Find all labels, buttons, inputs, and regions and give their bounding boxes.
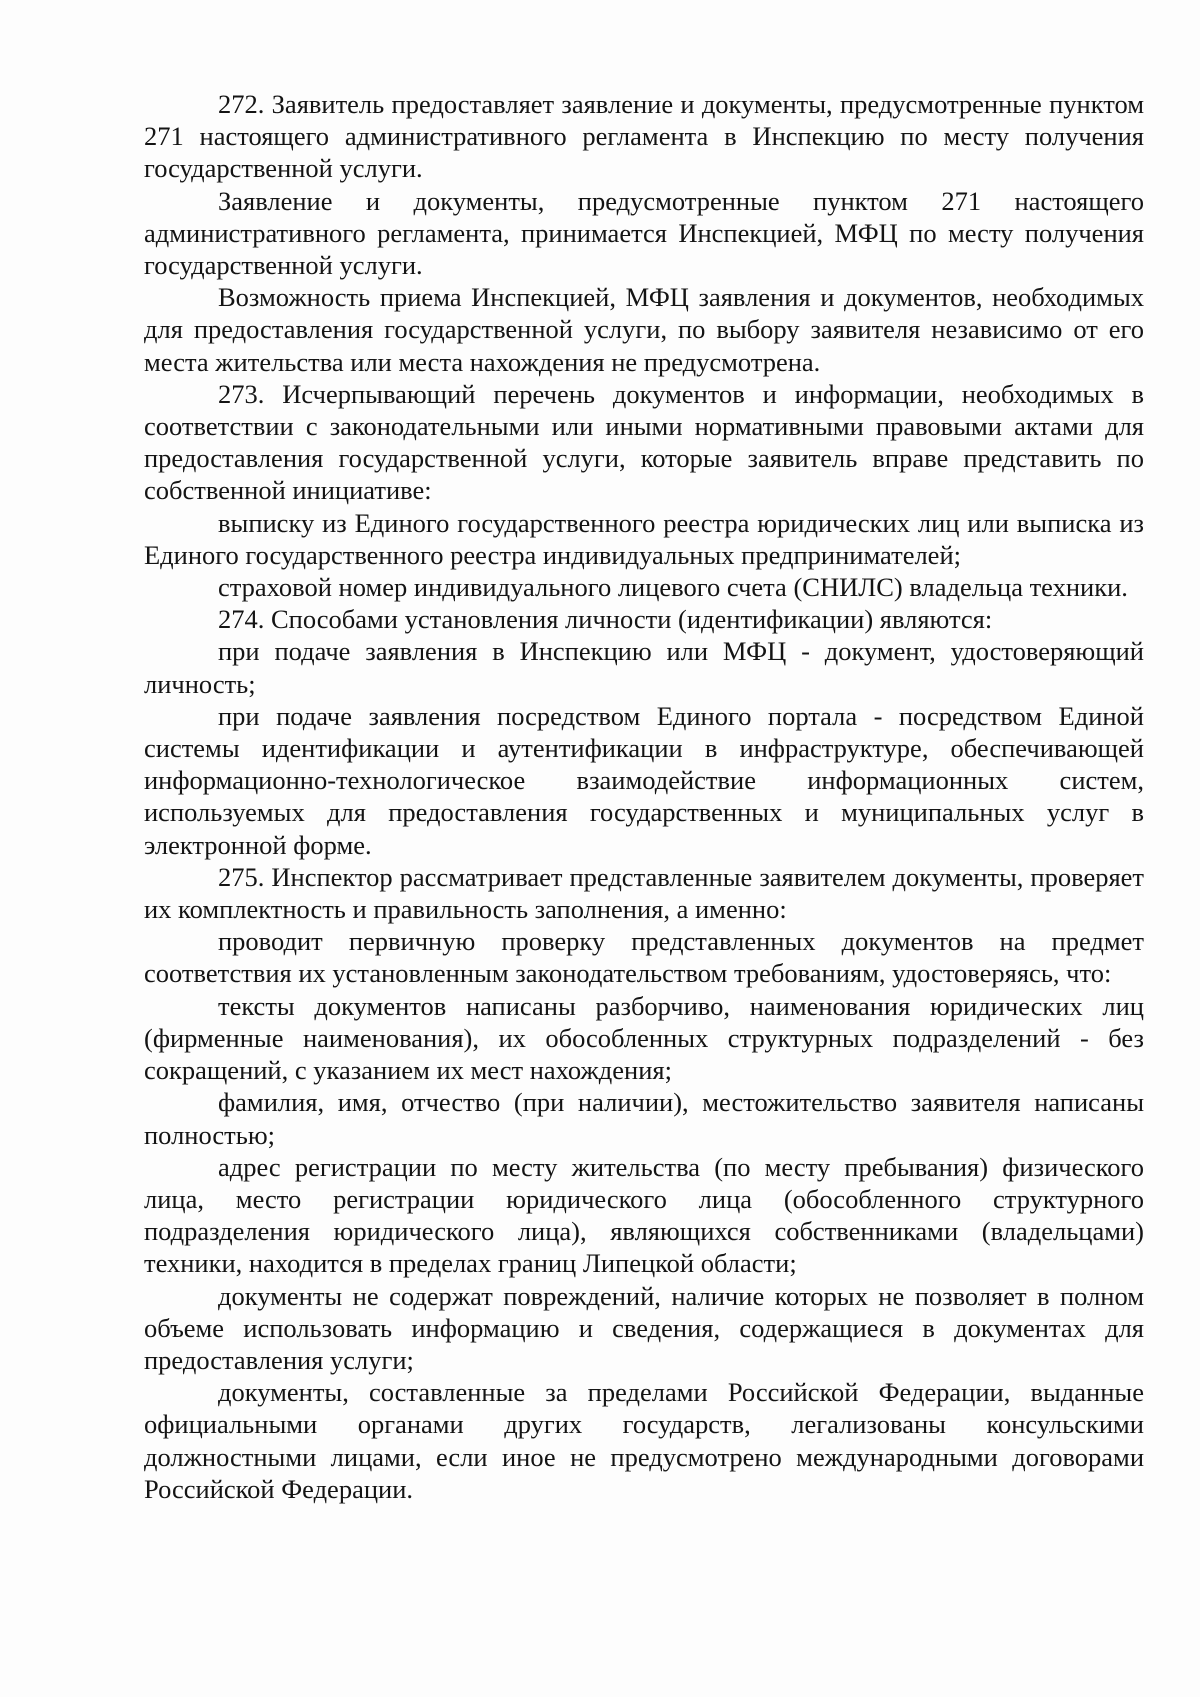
paragraph-snils: страховой номер индивидуального лицевого счета (СНИЛС) владельца техники. (218, 572, 1128, 603)
paragraph-registration-address: адрес регистрации по месту жительства (по месту пребывания) физического лица, место регистрации юридического лица (обособленного структурного подразделения юридического лица), являющихся собственниками (владельцами) техники, находится в пределах границ Липецкой области; (144, 1151, 1144, 1279)
paragraph-acceptance-possibility: Возможность приема Инспекцией, МФЦ заявления и документов, необходимых для предоставления государственной услуги, по выбору заявителя независимо от его места жительства или места нахождения не предусмотрена. (144, 282, 1144, 377)
paragraph-full-name: фамилия, имя, отчество (при наличии), местожительство заявителя написаны полностью; (144, 1087, 1144, 1150)
paragraph-272: 272. Заявитель предоставляет заявление и документы, предусмотренные пунктом 271 настоящего административного регламента в Инспекцию по месту получения государственной услуги. (144, 89, 1144, 184)
paragraph-273: 273. Исчерпывающий перечень документов и информации, необходимых в соответствии с законодательными или иными нормативными правовыми актами для предоставления государственной услуги, которые заявитель вправе представить по собственной инициативе: (144, 378, 1144, 506)
paragraph-274: 274. Способами установления личности (идентификации) являются: (218, 604, 993, 635)
document-body (144, 88, 1144, 1505)
paragraph-identity-portal: при подаче заявления посредством Единого портала - посредством Единой системы идентификации и аутентификации в инфраструктуре, обеспечивающей информационно-технологическое взаимодействие информационных систем, используемых для предоставления государственных и муниципальных услуг в электронной форме. (144, 700, 1144, 860)
paragraph-application-acceptance: Заявление и документы, предусмотренные пунктом 271 настоящего административного регламента, принимается Инспекцией, МФЦ по месту получения государственной услуги. (144, 185, 1144, 281)
paragraph-primary-check: проводит первичную проверку представленных документов на предмет соответствия их установленным законодательством требованиям, удостоверяясь, что: (144, 926, 1144, 989)
paragraph-registry-extract: выписку из Единого государственного реестра юридических лиц или выписка из Единого государственного реестра индивидуальных предпринимателей; (144, 507, 1144, 570)
paragraph-foreign-documents: документы, составленные за пределами Российской Федерации, выданные официальными органами других государств, легализованы консульскими должностными лицами, если иное не предусмотрено международными договорами Российской Федерации. (144, 1377, 1144, 1504)
paragraph-legible-texts: тексты документов написаны разборчиво, наименования юридических лиц (фирменные наименования), их обособленных структурных подразделений - без сокращений, с указанием их мест нахождения; (144, 990, 1144, 1086)
paragraph-275: 275. Инспектор рассматривает представленные заявителем документы, проверяет их комплектность и правильность заполнения, а именно: (144, 861, 1144, 925)
paragraph-identity-in-person: при подаче заявления в Инспекцию или МФЦ - документ, удостоверяющий личность; (144, 636, 1144, 699)
paragraph-no-damage: документы не содержат повреждений, наличие которых не позволяет в полном объеме использовать информацию и сведения, содержащиеся в документах для предоставления услуги; (144, 1280, 1144, 1375)
